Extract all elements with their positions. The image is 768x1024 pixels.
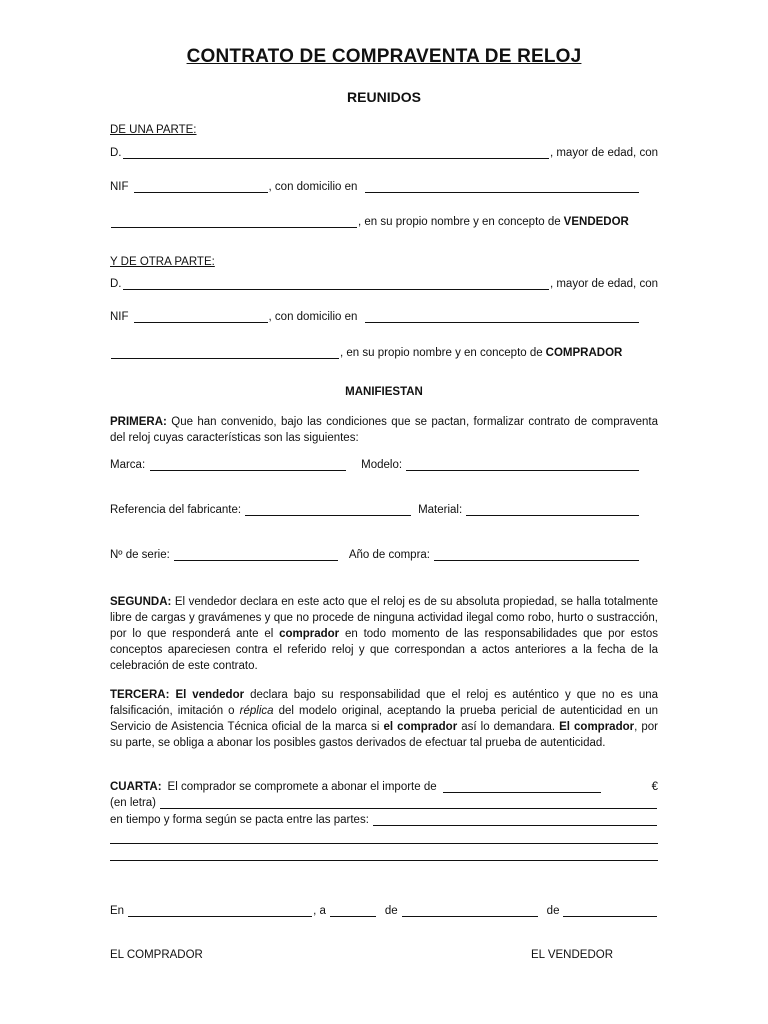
referencia-label: Referencia del fabricante: <box>110 504 242 516</box>
a-label: , a <box>313 905 326 917</box>
clause-primera <box>110 414 658 446</box>
party1-nif-label: NIF <box>110 181 129 193</box>
de-label-2: de <box>546 905 560 917</box>
cuarta-label: CUARTA: <box>110 781 162 793</box>
party1-role: VENDEDOR <box>563 216 629 228</box>
modelo-label: Modelo: <box>361 459 403 471</box>
tercera-bold-el-comprador: El comprador <box>559 721 635 733</box>
party1-age-text: , mayor de edad, con <box>549 147 658 159</box>
party1-nif-row <box>110 181 640 193</box>
letra-label: (en letra) <box>110 797 157 809</box>
cuarta-text: El comprador se compromete a abonar el importe de <box>167 781 437 793</box>
party2-domicilio-label: , con domicilio en <box>268 311 358 323</box>
segunda-text-1: El vendedor declara en este acto que el reloj es de su absoluta propiedad, se halla totalmente libre de cargas y gravámenes y que no procede de ninguna actividad ilegal como robo, hurto o sustracción, por lo que responderá ante el <box>110 596 658 640</box>
serie-field[interactable] <box>174 549 338 561</box>
party2-domicilio-field[interactable] <box>365 311 639 323</box>
tercera-label: TERCERA: <box>110 689 170 701</box>
tercera-text-3: así lo demandara. <box>461 721 556 733</box>
party1-concept-field[interactable] <box>111 216 357 228</box>
party2-name-field[interactable] <box>123 278 549 290</box>
party2-concept-text: , en su propio nombre y en concepto de <box>340 347 543 359</box>
party2-concept-row <box>110 347 658 359</box>
party2-concept-field[interactable] <box>111 347 339 359</box>
segunda-text-2: en todo momento de las responsabilidades que por estos conceptos apareciesen contra el referido reloj y que correspondan a actos anteriores a la fecha de la celebración de este contrato. <box>110 628 658 672</box>
segunda-label: SEGUNDA: <box>110 596 172 608</box>
tiempo-field[interactable] <box>373 814 657 826</box>
signature-comprador: EL COMPRADOR <box>110 949 203 961</box>
party1-d-prefix: D. <box>110 147 122 159</box>
material-field[interactable] <box>466 504 639 516</box>
clause-segunda <box>110 594 658 674</box>
party1-concept-row <box>110 216 658 228</box>
party1-domicilio-field[interactable] <box>365 181 639 193</box>
marca-modelo-row <box>110 459 640 471</box>
anio-field[interactable] <box>434 549 639 561</box>
year-field[interactable] <box>563 905 657 917</box>
referencia-field[interactable] <box>245 504 411 516</box>
serie-label: Nº de serie: <box>110 549 170 561</box>
tercera-bold-vendedor: El vendedor <box>175 689 245 701</box>
cuarta-letra-row <box>110 797 658 809</box>
day-field[interactable] <box>330 905 376 917</box>
party1-domicilio-label: , con domicilio en <box>268 181 358 193</box>
en-label: En <box>110 905 125 917</box>
party1-name-row <box>110 147 658 159</box>
signature-vendedor: EL VENDEDOR <box>531 949 614 961</box>
marca-label: Marca: <box>110 459 146 471</box>
letra-field[interactable] <box>160 797 657 809</box>
payment-terms-line-1[interactable] <box>110 843 658 844</box>
closing-row <box>110 905 658 917</box>
party2-role: COMPRADOR <box>545 347 623 359</box>
tercera-bold-comprador: el comprador <box>383 721 458 733</box>
cuarta-importe-row <box>110 781 658 793</box>
party2-d-prefix: D. <box>110 278 122 290</box>
place-field[interactable] <box>128 905 312 917</box>
segunda-bold-comprador: comprador <box>279 628 340 640</box>
party2-nif-field[interactable] <box>134 311 268 323</box>
manifiestan-heading: MANIFIESTAN <box>345 386 423 398</box>
marca-field[interactable] <box>150 459 346 471</box>
cuarta-tiempo-row <box>110 814 658 826</box>
clause-tercera <box>110 687 658 751</box>
modelo-field[interactable] <box>406 459 639 471</box>
importe-field[interactable] <box>443 781 601 793</box>
tercera-text-2: del modelo original, aceptando la prueba pericial de autenticidad en un Servicio de Asistencia Técnica oficial de la marca si <box>110 705 658 733</box>
tiempo-label: en tiempo y forma según se pacta entre las partes: <box>110 814 369 826</box>
anio-label: Año de compra: <box>348 549 430 561</box>
party2-name-row <box>110 278 658 290</box>
party1-nif-field[interactable] <box>134 181 268 193</box>
party1-concept-text: , en su propio nombre y en concepto de <box>358 216 561 228</box>
party2-nif-row <box>110 311 640 323</box>
de-label-1: de <box>384 905 398 917</box>
tercera-text-4: , por su parte, se obliga a abonar los posibles gastos derivados de efectuar tal prueba de autenticidad. <box>110 721 658 749</box>
party1-name-field[interactable] <box>123 147 549 159</box>
document-title: CONTRATO DE COMPRAVENTA DE RELOJ <box>186 46 582 67</box>
month-field[interactable] <box>402 905 538 917</box>
material-label: Material: <box>418 504 463 516</box>
currency-symbol: € <box>651 781 658 793</box>
serie-anio-row <box>110 549 640 561</box>
payment-terms-line-2[interactable] <box>110 860 658 861</box>
primera-label: PRIMERA: <box>110 416 167 428</box>
party2-nif-label: NIF <box>110 311 129 323</box>
party2-heading: Y DE OTRA PARTE: <box>110 256 215 268</box>
tercera-italic-replica: réplica <box>239 705 274 717</box>
party1-heading: DE UNA PARTE: <box>110 124 197 136</box>
primera-text: Que han convenido, bajo las condiciones que se pactan, formalizar contrato de compraventa del reloj cuyas características son las siguientes: <box>110 416 658 444</box>
reunidos-heading: REUNIDOS <box>347 89 421 105</box>
party2-age-text: , mayor de edad, con <box>549 278 658 290</box>
tercera-text-1: declara bajo su responsabilidad que el reloj es auténtico y que no es una falsificación, imitación o <box>110 689 659 717</box>
referencia-material-row <box>110 504 640 516</box>
